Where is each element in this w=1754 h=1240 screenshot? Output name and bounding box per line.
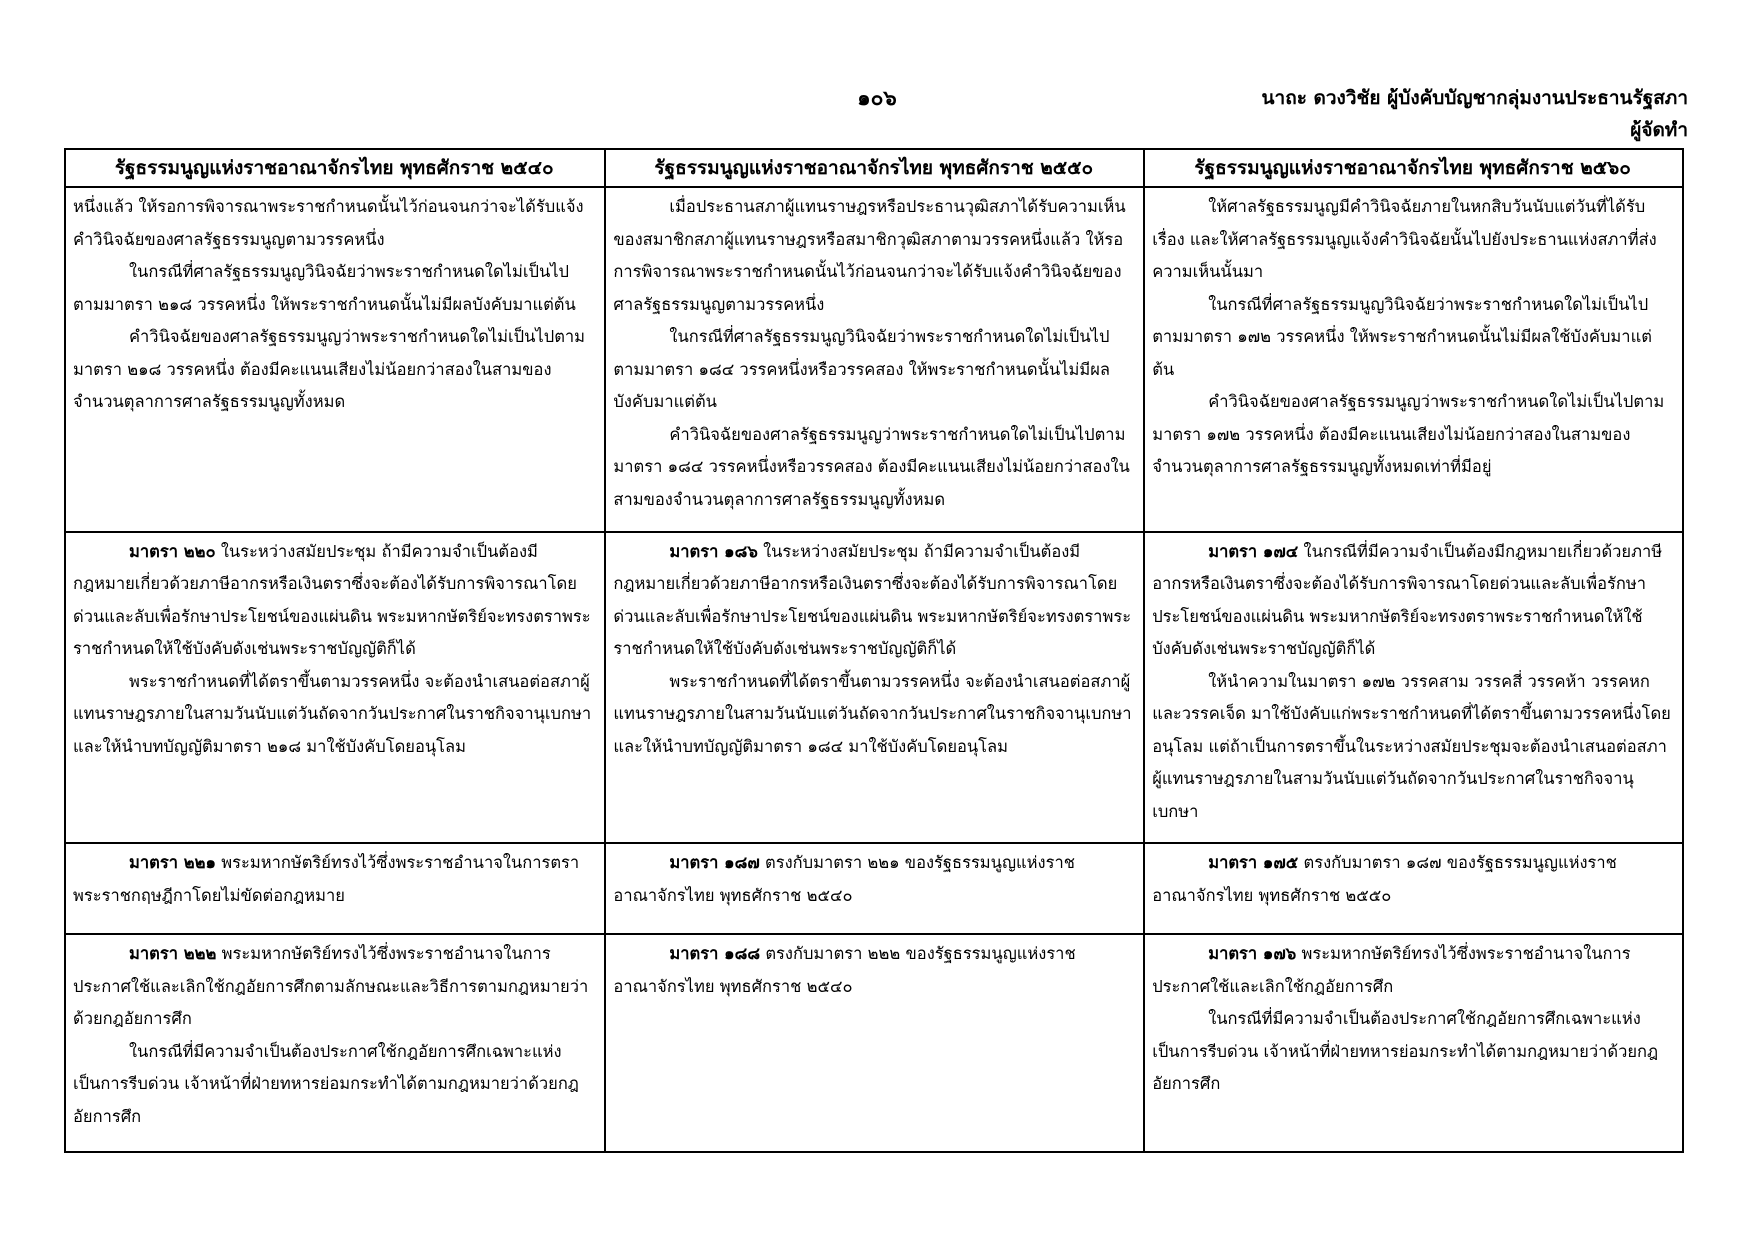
section-label: มาตรา ๑๘๘ — [669, 944, 761, 964]
paragraph-text: ในกรณีที่มีความจำเป็นต้องประกาศใช้กฎอัยการศึกเฉพาะแห่งเป็นการรีบด่วน เจ้าหน้าที่ฝ่ายทหารย่อมกระทำได้ตามกฎหมายว่าด้วยกฎอัยการศึก — [1152, 1009, 1659, 1094]
paragraph-text: ในกรณีที่มีความจำเป็นต้องประกาศใช้กฎอัยการศึกเฉพาะแห่งเป็นการรีบด่วน เจ้าหน้าที่ฝ่ายทหารย่อมกระทำได้ตามกฎหมายว่าด้วยกฎอัยการศึก — [73, 1041, 579, 1126]
paragraph-text: หนึ่งแล้ว ให้รอการพิจารณาพระราชกำหนดนั้นไว้ก่อนจนกว่าจะได้รับแจ้งคำวินิจฉัยของศาลรัฐธรรมนูญตามวรรคหนึ่ง — [73, 197, 584, 249]
table-cell — [65, 843, 605, 934]
cell-paragraph — [73, 666, 595, 764]
paragraph-text: คำวินิจฉัยของศาลรัฐธรรมนูญว่าพระราชกำหนดใดไม่เป็นไปตามมาตรา ๑๘๔ วรรคหนึ่งหรือวรรคสอง ต้องมีคะแนนเสียงไม่น้อยกว่าสองในสามของจำนวนตุลาการศาลรัฐธรรมนูญทั้งหมด — [613, 424, 1130, 509]
paragraph-text: คำวินิจฉัยของศาลรัฐธรรมนูญว่าพระราชกำหนดใดไม่เป็นไปตามมาตรา ๑๗๒ วรรคหนึ่ง ต้องมีคะแนนเสียงไม่น้อยกว่าสองในสามของจำนวนตุลาการศาลรัฐธรรมนูญทั้งหมดเท่าที่มีอยู่ — [1152, 392, 1665, 476]
table-cell — [605, 187, 1144, 532]
table-cell — [1144, 532, 1683, 843]
author-block — [1128, 82, 1688, 146]
table-body — [65, 187, 1683, 1152]
comparison-table — [64, 148, 1684, 1153]
section-label: มาตรา ๒๒๑ — [129, 853, 216, 873]
column-header: รัฐธรรมนูญแห่งราชอาณาจักรไทย พุทธศักราช ๒๕๔๐ — [65, 149, 605, 187]
column-header: รัฐธรรมนูญแห่งราชอาณาจักรไทย พุทธศักราช ๒๕๖๐ — [1144, 149, 1683, 187]
section-label: มาตรา ๑๗๔ — [1208, 541, 1299, 561]
table-cell — [1144, 934, 1683, 1152]
author-line: นาถะ ดวงวิชัย ผู้บังคับบัญชากลุ่มงานประธานรัฐสภา — [1261, 87, 1688, 109]
paragraph-text: พระมหากษัตริย์ทรงไว้ซึ่งพระราชอำนาจในการประกาศใช้และเลิกใช้กฎอัยการศึกตามลักษณะและวิธีการตามกฎหมายว่าด้วยกฎอัยการศึก — [73, 944, 589, 1029]
cell-paragraph — [73, 847, 595, 912]
cell-paragraph — [1152, 289, 1673, 387]
paragraph-text: คำวินิจฉัยของศาลรัฐธรรมนูญว่าพระราชกำหนดใดไม่เป็นไปตามมาตรา ๒๑๘ วรรคหนึ่ง ต้องมีคะแนนเสียงไม่น้อยกว่าสองในสามของจำนวนตุลาการศาลรัฐธรรมนูญทั้งหมด — [73, 327, 586, 411]
author-role: ผู้จัดทำ — [1630, 119, 1688, 141]
table-cell — [605, 532, 1144, 843]
cell-paragraph — [73, 256, 595, 321]
cell-paragraph — [613, 419, 1134, 517]
paragraph-text: ในระหว่างสมัยประชุม ถ้ามีความจำเป็นต้องมีกฎหมายเกี่ยวด้วยภาษีอากรหรือเงินตราซึ่งจะต้องได้รับการพิจารณาโดยด่วนและลับเพื่อรักษาประโยชน์ของแผ่นดิน พระมหากษัตริย์จะทรงตราพระราชกำหนดให้ใช้บังคับดังเช่นพระราชบัญญัติก็ได้ — [613, 541, 1132, 659]
column-header: รัฐธรรมนูญแห่งราชอาณาจักรไทย พุทธศักราช ๒๕๕๐ — [605, 149, 1144, 187]
section-label: มาตรา ๒๒๐ — [129, 541, 216, 561]
paragraph-text: เมื่อประธานสภาผู้แทนราษฎรหรือประธานวุฒิสภาได้รับความเห็นของสมาชิกสภาผู้แทนราษฎรหรือสมาชิกวุฒิสภาตามวรรคหนึ่งแล้ว ให้รอการพิจารณาพระราชกำหนดนั้นไว้ก่อนจนกว่าจะได้รับแจ้งคำวินิจฉัยของศาลรัฐธรรมนูญตามวรรคหนึ่ง — [613, 197, 1126, 314]
section-label: มาตรา ๑๘๖ — [669, 541, 758, 561]
section-label: มาตรา ๒๒๒ — [129, 944, 217, 964]
table-cell — [65, 187, 605, 532]
paragraph-text: ให้ศาลรัฐธรรมนูญมีคำวินิจฉัยภายในหกสิบวันนับแต่วันที่ได้รับเรื่อง และให้ศาลรัฐธรรมนูญแจ้งคำวินิจฉัยนั้นไปยังประธานแห่งสภาที่ส่งความเห็นนั้นมา — [1152, 197, 1657, 281]
cell-paragraph — [1152, 536, 1673, 666]
cell-paragraph — [73, 536, 595, 666]
paragraph-text: ให้นำความในมาตรา ๑๗๒ วรรคสาม วรรคสี่ วรรคห้า วรรคหก และวรรคเจ็ด มาใช้บังคับแก่พระราชกำหนดที่ได้ตราขึ้นตามวรรคหนึ่งโดยอนุโลม แต่ถ้าเป็นการตราขึ้นในระหว่างสมัยประชุมจะต้องนำเสนอต่อสภาผู้แทนราษฎรภายในสามวันนับแต่วันถัดจากวันประกาศในราชกิจจานุเบกษา — [1152, 671, 1671, 821]
table-cell — [1144, 843, 1683, 934]
table-cell — [1144, 187, 1683, 532]
cell-paragraph — [1152, 666, 1673, 829]
paragraph-text: ในระหว่างสมัยประชุม ถ้ามีความจำเป็นต้องมีกฎหมายเกี่ยวด้วยภาษีอากรหรือเงินตราซึ่งจะต้องได้รับการพิจารณาโดยด่วนและลับเพื่อรักษาประโยชน์ของแผ่นดิน พระมหากษัตริย์จะทรงตราพระราชกำหนดให้ใช้บังคับดังเช่นพระราชบัญญัติก็ได้ — [73, 541, 591, 659]
cell-paragraph — [1152, 386, 1673, 484]
paragraph-text: ในกรณีที่ศาลรัฐธรรมนูญวินิจฉัยว่าพระราชกำหนดใดไม่เป็นไปตามมาตรา ๑๘๔ วรรคหนึ่งหรือวรรคสอง ให้พระราชกำหนดนั้นไม่มีผลบังคับมาแต่ต้น — [613, 327, 1111, 411]
header-row — [65, 149, 1683, 187]
table-cell — [65, 934, 605, 1152]
table-cell — [65, 532, 605, 843]
table-cell — [605, 934, 1144, 1152]
section-label: มาตรา ๑๘๗ — [669, 853, 760, 873]
paragraph-text: ตรงกับมาตรา ๑๘๗ ของรัฐธรรมนูญแห่งราชอาณาจักรไทย พุทธศักราช ๒๕๕๐ — [1152, 853, 1617, 905]
cell-paragraph — [613, 938, 1134, 1003]
page-number: ๑๐๖ — [857, 86, 897, 110]
table-row — [65, 187, 1683, 532]
cell-paragraph — [1152, 191, 1673, 289]
cell-paragraph — [613, 847, 1134, 912]
paragraph-text: ในกรณีที่ศาลรัฐธรรมนูญวินิจฉัยว่าพระราชกำหนดใดไม่เป็นไปตามมาตรา ๑๗๒ วรรคหนึ่ง ให้พระราชกำหนดนั้นไม่มีผลใช้บังคับมาแต่ต้น — [1152, 294, 1652, 379]
paragraph-text: ในกรณีที่ศาลรัฐธรรมนูญวินิจฉัยว่าพระราชกำหนดใดไม่เป็นไปตามมาตรา ๒๑๘ วรรคหนึ่ง ให้พระราชกำหนดนั้นไม่มีผลบังคับมาแต่ต้น — [73, 262, 576, 314]
cell-paragraph — [1152, 847, 1673, 912]
cell-paragraph — [613, 321, 1134, 419]
cell-paragraph — [613, 191, 1134, 321]
paragraph-text: พระราชกำหนดที่ได้ตราขึ้นตามวรรคหนึ่ง จะต้องนำเสนอต่อสภาผู้แทนราษฎรภายในสามวันนับแต่วันถัดจากวันประกาศในราชกิจจานุเบกษา และให้นำบทบัญญัติมาตรา ๒๑๘ มาใช้บังคับโดยอนุโลม — [73, 671, 592, 756]
table-row — [65, 843, 1683, 934]
cell-paragraph — [73, 1036, 595, 1134]
paragraph-text: ตรงกับมาตรา ๒๒๒ ของรัฐธรรมนูญแห่งราชอาณาจักรไทย พุทธศักราช ๒๕๔๐ — [613, 944, 1076, 996]
cell-paragraph — [1152, 1003, 1673, 1101]
table-cell — [605, 843, 1144, 934]
cell-paragraph — [613, 536, 1134, 666]
paragraph-text: ในกรณีที่มีความจำเป็นต้องมีกฎหมายเกี่ยวด้วยภาษีอากรหรือเงินตราซึ่งจะต้องได้รับการพิจารณาโดยด่วนและลับเพื่อรักษาประโยชน์ของแผ่นดิน พระมหากษัตริย์จะทรงตราพระราชกำหนดให้ใช้บังคับดังเช่นพระราชบัญญัติก็ได้ — [1152, 541, 1663, 659]
cell-paragraph — [613, 666, 1134, 764]
paragraph-text: พระมหากษัตริย์ทรงไว้ซึ่งพระราชอำนาจในการประกาศใช้และเลิกใช้กฎอัยการศึก — [1152, 944, 1631, 996]
cell-paragraph — [73, 191, 595, 256]
cell-paragraph — [73, 938, 595, 1036]
table-row — [65, 532, 1683, 843]
paragraph-text: ตรงกับมาตรา ๒๒๑ ของรัฐธรรมนูญแห่งราชอาณาจักรไทย พุทธศักราช ๒๕๔๐ — [613, 853, 1075, 905]
section-label: มาตรา ๑๗๖ — [1208, 944, 1297, 964]
cell-paragraph — [73, 321, 595, 419]
section-label: มาตรา ๑๗๕ — [1208, 853, 1299, 873]
cell-paragraph — [1152, 938, 1673, 1003]
paragraph-text: พระราชกำหนดที่ได้ตราขึ้นตามวรรคหนึ่ง จะต้องนำเสนอต่อสภาผู้แทนราษฎรภายในสามวันนับแต่วันถัดจากวันประกาศในราชกิจจานุเบกษา และให้นำบทบัญญัติมาตรา ๑๘๔ มาใช้บังคับโดยอนุโลม — [613, 671, 1132, 756]
table-row — [65, 934, 1683, 1152]
paragraph-text: พระมหากษัตริย์ทรงไว้ซึ่งพระราชอำนาจในการตราพระราชกฤษฎีกาโดยไม่ขัดต่อกฎหมาย — [73, 853, 580, 905]
